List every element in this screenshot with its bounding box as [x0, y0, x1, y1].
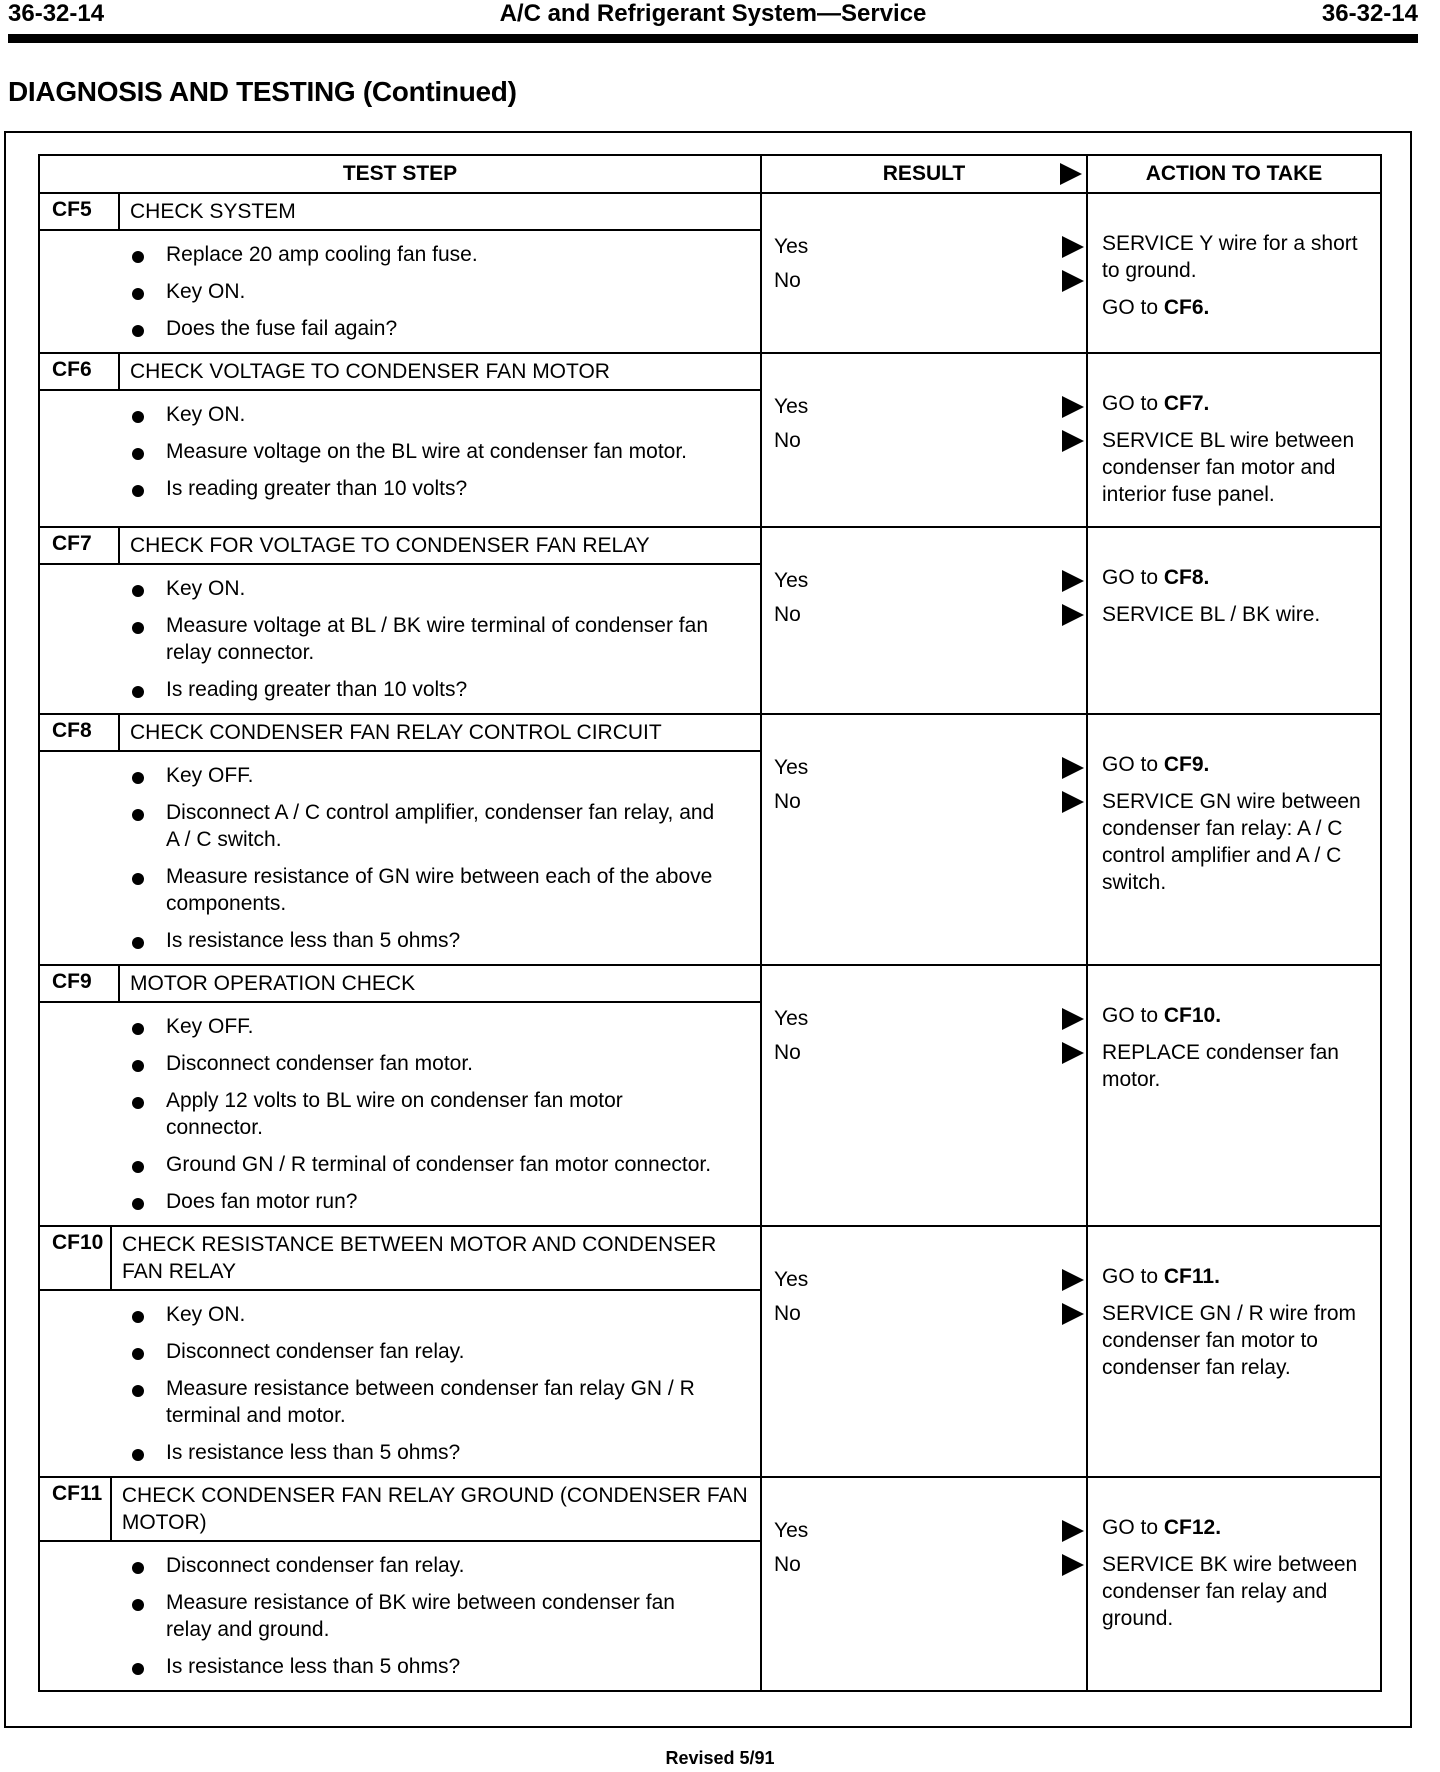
test-step-cell [40, 966, 762, 1225]
instruction-text: Key ON. [166, 1303, 246, 1326]
action-text [1102, 427, 1374, 508]
instruction-text: Disconnect condenser fan relay. [166, 1340, 465, 1363]
bullet-icon [132, 1161, 144, 1173]
test-step-row [40, 966, 1380, 1227]
running-title: A/C and Refrigerant System—Service [499, 0, 927, 27]
action-period: . [1203, 392, 1210, 415]
test-step-heading [40, 1478, 760, 1542]
list-item [40, 272, 760, 309]
instruction-text: Disconnect condenser fan motor. [166, 1052, 474, 1075]
instruction-text: Is resistance less than 5 ohms? [166, 1441, 461, 1464]
action-period: . [1215, 1004, 1222, 1027]
instruction-text: Measure voltage on the BL wire at condenser fan motor. [166, 440, 688, 463]
instruction-text: Replace 20 amp cooling fan fuse. [166, 243, 478, 266]
action-period: . [1215, 1516, 1222, 1539]
action-text [1102, 1039, 1374, 1093]
footer-revision: Revised 5/91 [665, 1748, 775, 1768]
action-go-to-label: GO to [1102, 296, 1164, 319]
list-item [40, 1081, 760, 1145]
bullet-icon [132, 585, 144, 597]
bullet-icon [132, 772, 144, 784]
arrow-right-icon [1062, 1554, 1084, 1576]
list-item [40, 670, 760, 707]
col-test-step-header: TEST STEP [40, 156, 762, 192]
test-step-title: CHECK RESISTANCE BETWEEN MOTOR AND CONDENSER FAN RELAY [122, 1233, 717, 1283]
list-item [40, 469, 760, 506]
instruction-text: Key OFF. [166, 1015, 254, 1038]
test-step-cell [40, 715, 762, 964]
arrow-right-icon [1062, 430, 1084, 452]
list-item [40, 309, 760, 346]
test-step-instructions [40, 1542, 760, 1690]
col-action-header: ACTION TO TAKE [1145, 162, 1323, 185]
result-label: No [774, 429, 801, 452]
test-step-cell [40, 1227, 762, 1476]
action-period: . [1203, 296, 1210, 319]
result-label: No [774, 790, 801, 813]
list-item [40, 235, 760, 272]
test-step-title: CHECK SYSTEM [130, 200, 296, 223]
action-go-to-label: GO to [1102, 1516, 1164, 1539]
result-yes [762, 1002, 1086, 1036]
action-target-step: CF12 [1163, 1516, 1216, 1539]
bullet-icon [132, 1449, 144, 1461]
bullet-icon [132, 411, 144, 423]
action-text [1102, 1514, 1374, 1541]
action-period: . [1214, 1265, 1220, 1288]
result-no [762, 1548, 1086, 1582]
test-step-row [40, 715, 1380, 966]
test-step-title: CHECK FOR VOLTAGE TO CONDENSER FAN RELAY [130, 534, 650, 557]
bullet-icon [132, 1599, 144, 1611]
test-step-heading [40, 1227, 760, 1291]
list-item [40, 569, 760, 606]
test-step-row [40, 194, 1380, 354]
result-yes [762, 1514, 1086, 1548]
bullet-icon [132, 1023, 144, 1035]
action-instruction: SERVICE GN wire between condenser fan relay: A / C control amplifier and A / C switch. [1102, 790, 1361, 894]
instruction-text: Does fan motor run? [166, 1190, 358, 1213]
result-label: Yes [774, 1268, 809, 1291]
test-step-title: CHECK CONDENSER FAN RELAY CONTROL CIRCUIT [130, 721, 662, 744]
result-cell [762, 528, 1088, 713]
test-step-id: CF5 [40, 194, 120, 229]
action-target-step: CF11 [1163, 1265, 1215, 1288]
bullet-icon [132, 873, 144, 885]
running-header [8, 0, 1418, 32]
arrow-right-icon [1062, 1269, 1084, 1291]
test-step-cell [40, 354, 762, 526]
instruction-text: Measure resistance of GN wire between each of the above components. [166, 865, 713, 915]
action-text [1102, 1551, 1374, 1632]
action-cell [1088, 194, 1380, 352]
result-no [762, 1036, 1086, 1070]
list-item [40, 1332, 760, 1369]
action-text [1102, 294, 1374, 321]
result-label: No [774, 603, 801, 626]
list-item [40, 432, 760, 469]
list-item [40, 857, 760, 921]
arrow-right-icon [1062, 1520, 1084, 1542]
action-go-to-label: GO to [1102, 566, 1164, 589]
instruction-text: Apply 12 volts to BL wire on condenser fan motor connector. [166, 1089, 623, 1139]
list-item [40, 1369, 760, 1433]
action-instruction: SERVICE BL / BK wire. [1102, 603, 1321, 626]
instruction-text: Is reading greater than 10 volts? [166, 477, 468, 500]
bullet-icon [132, 448, 144, 460]
bullet-icon [132, 1060, 144, 1072]
result-label: Yes [774, 756, 809, 779]
result-cell [762, 715, 1088, 964]
instruction-text: Is reading greater than 10 volts? [166, 678, 468, 701]
result-no [762, 424, 1086, 458]
test-step-instructions [40, 231, 760, 352]
arrow-right-icon [1062, 604, 1084, 626]
table-header [40, 156, 1380, 194]
test-step-cell [40, 194, 762, 352]
instruction-text: Measure resistance of BK wire between condenser fan relay and ground. [166, 1591, 675, 1641]
action-cell [1088, 966, 1380, 1225]
result-cell [762, 966, 1088, 1225]
header-rule [8, 34, 1418, 43]
page-number-right: 36-32-14 [1321, 0, 1418, 27]
action-text [1102, 230, 1374, 284]
bullet-icon [132, 1097, 144, 1109]
action-cell [1088, 528, 1380, 713]
action-period: . [1203, 753, 1210, 776]
test-step-heading [40, 354, 760, 391]
action-text [1102, 390, 1374, 417]
test-step-heading [40, 528, 760, 565]
result-cell [762, 194, 1088, 352]
action-target-step: CF10 [1163, 1004, 1216, 1027]
result-cell [762, 354, 1088, 526]
action-instruction: SERVICE BK wire between condenser fan relay and ground. [1102, 1553, 1358, 1630]
result-label: No [774, 1553, 801, 1576]
action-text [1102, 751, 1374, 778]
instruction-text: Key ON. [166, 280, 246, 303]
action-target-step: CF6 [1163, 296, 1204, 319]
bullet-icon [132, 1562, 144, 1574]
list-item [40, 1295, 760, 1332]
result-cell [762, 1227, 1088, 1476]
action-period: . [1203, 566, 1210, 589]
result-no [762, 264, 1086, 298]
instruction-text: Is resistance less than 5 ohms? [166, 929, 461, 952]
action-instruction: REPLACE condenser fan motor. [1102, 1041, 1339, 1091]
instruction-text: Disconnect condenser fan relay. [166, 1554, 465, 1577]
bullet-icon [132, 937, 144, 949]
test-step-heading [40, 715, 760, 752]
list-item [40, 1182, 760, 1219]
bullet-icon [132, 809, 144, 821]
test-step-instructions [40, 1291, 760, 1476]
action-target-step: CF7 [1163, 392, 1204, 415]
test-step-title: CHECK CONDENSER FAN RELAY GROUND (CONDENSER FAN MOTOR) [121, 1484, 748, 1534]
bullet-icon [132, 325, 144, 337]
list-item [40, 1546, 760, 1583]
result-yes [762, 564, 1086, 598]
list-item [40, 1145, 760, 1182]
result-label: Yes [774, 1007, 809, 1030]
bullet-icon [132, 622, 144, 634]
action-cell [1088, 715, 1380, 964]
action-go-to-label: GO to [1102, 753, 1164, 776]
list-item [40, 1583, 760, 1647]
list-item [40, 793, 760, 857]
list-item [40, 395, 760, 432]
instruction-text: Measure resistance between condenser fan relay GN / R terminal and motor. [166, 1377, 695, 1427]
arrow-right-icon [1062, 1042, 1084, 1064]
action-text [1102, 1300, 1374, 1381]
test-step-instructions [40, 391, 760, 512]
bullet-icon [132, 288, 144, 300]
result-label: No [774, 1302, 801, 1325]
instruction-text: Disconnect A / C control amplifier, condenser fan relay, and A / C switch. [166, 801, 715, 851]
instruction-text: Ground GN / R terminal of condenser fan motor connector. [166, 1153, 712, 1176]
bullet-icon [132, 1311, 144, 1323]
test-step-id: CF7 [40, 528, 120, 563]
result-no [762, 598, 1086, 632]
test-step-row [40, 528, 1380, 715]
action-instruction: SERVICE Y wire for a short to ground. [1102, 232, 1358, 282]
action-text [1102, 1002, 1374, 1029]
test-step-title: MOTOR OPERATION CHECK [130, 972, 416, 995]
test-step-heading [40, 966, 760, 1003]
test-step-heading [40, 194, 760, 231]
col-result-label: RESULT [882, 162, 966, 185]
section-title: DIAGNOSIS AND TESTING (Continued) [8, 76, 517, 107]
action-target-step: CF9 [1163, 753, 1204, 776]
test-step-id: CF9 [40, 966, 120, 1001]
page-number-left: 36-32-14 [8, 0, 105, 27]
result-label: Yes [774, 569, 809, 592]
bullet-icon [132, 251, 144, 263]
test-step-id: CF11 [40, 1478, 112, 1540]
arrow-right-icon [1062, 1008, 1084, 1030]
action-text [1102, 601, 1374, 628]
test-steps [40, 194, 1380, 1690]
test-step-id: CF6 [40, 354, 120, 389]
test-step-title: CHECK VOLTAGE TO CONDENSER FAN MOTOR [130, 360, 610, 383]
result-yes [762, 230, 1086, 264]
action-text [1102, 564, 1374, 591]
test-step-id: CF10 [40, 1227, 112, 1289]
instruction-text: Key ON. [166, 403, 246, 426]
action-go-to-label: GO to [1102, 392, 1164, 415]
action-text [1102, 788, 1374, 896]
list-item [40, 756, 760, 793]
test-step-instructions [40, 565, 760, 713]
result-label: No [774, 269, 801, 292]
list-item [40, 1007, 760, 1044]
instruction-text: Key ON. [166, 577, 246, 600]
arrow-right-icon [1062, 236, 1084, 258]
action-instruction: SERVICE BL wire between condenser fan motor and interior fuse panel. [1102, 429, 1355, 506]
arrow-right-icon [1060, 163, 1082, 185]
list-item [40, 1044, 760, 1081]
instruction-text: Measure voltage at BL / BK wire terminal of condenser fan relay connector. [166, 614, 709, 664]
diagnosis-table [38, 154, 1382, 1692]
instruction-text: Is resistance less than 5 ohms? [166, 1655, 461, 1678]
bullet-icon [132, 485, 144, 497]
bullet-icon [132, 1348, 144, 1360]
test-step-row [40, 1227, 1380, 1478]
arrow-right-icon [1062, 570, 1084, 592]
list-item [40, 1647, 760, 1684]
test-step-instructions [40, 752, 760, 964]
result-label: Yes [774, 395, 809, 418]
instruction-text: Does the fuse fail again? [166, 317, 398, 340]
result-label: Yes [774, 1519, 809, 1542]
bullet-icon [132, 1663, 144, 1675]
action-cell [1088, 354, 1380, 526]
test-step-row [40, 1478, 1380, 1690]
arrow-right-icon [1062, 757, 1084, 779]
result-label: No [774, 1041, 801, 1064]
list-item [40, 921, 760, 958]
result-label: Yes [774, 235, 809, 258]
result-no [762, 785, 1086, 819]
test-step-cell [40, 528, 762, 713]
action-text [1102, 1263, 1374, 1290]
result-yes [762, 1263, 1086, 1297]
instruction-text: Key OFF. [166, 764, 254, 787]
action-target-step: CF8 [1163, 566, 1204, 589]
test-step-id: CF8 [40, 715, 120, 750]
result-cell [762, 1478, 1088, 1690]
action-go-to-label: GO to [1102, 1004, 1164, 1027]
result-no [762, 1297, 1086, 1331]
arrow-right-icon [1062, 791, 1084, 813]
test-step-row [40, 354, 1380, 528]
result-yes [762, 751, 1086, 785]
action-instruction: SERVICE GN / R wire from condenser fan motor to condenser fan relay. [1102, 1302, 1356, 1379]
list-item [40, 606, 760, 670]
arrow-right-icon [1062, 1303, 1084, 1325]
action-cell [1088, 1227, 1380, 1476]
arrow-right-icon [1062, 396, 1084, 418]
bullet-icon [132, 1198, 144, 1210]
test-step-instructions [40, 1003, 760, 1225]
test-step-cell [40, 1478, 762, 1690]
action-go-to-label: GO to [1102, 1265, 1164, 1288]
arrow-right-icon [1062, 270, 1084, 292]
result-yes [762, 390, 1086, 424]
action-cell [1088, 1478, 1380, 1690]
bullet-icon [132, 686, 144, 698]
col-result-header [762, 156, 1088, 192]
list-item [40, 1433, 760, 1470]
bullet-icon [132, 1385, 144, 1397]
